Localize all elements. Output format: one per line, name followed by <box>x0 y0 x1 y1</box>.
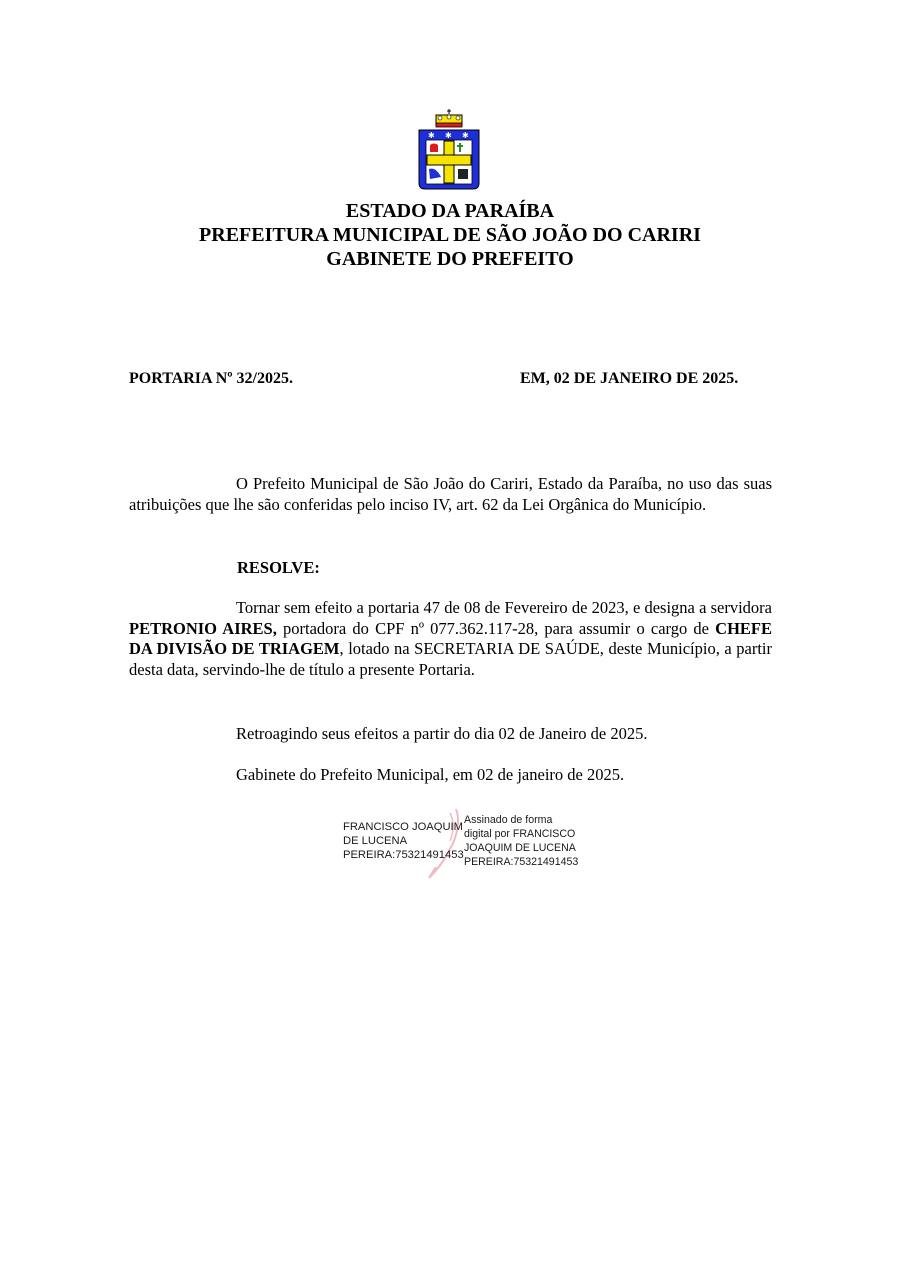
role-title: CHEFE DA DIVISÃO DE TRIAGEM <box>129 618 772 659</box>
retroactive-paragraph: Retroagindo seus efeitos a partir do dia 02 de Janeiro de 2025. <box>236 724 648 743</box>
signature-name-line: DE LUCENA <box>343 835 408 847</box>
portaria-date: EM, 02 DE JANEIRO DE 2025. <box>520 370 739 387</box>
signature-info-line: Assinado de forma <box>464 814 553 826</box>
svg-text:✱: ✱ <box>428 131 435 140</box>
coat-of-arms-icon <box>416 109 482 193</box>
portaria-number: PORTARIA Nº 32/2025. <box>129 370 293 387</box>
employee-name: PETRONIO AIRES, <box>129 618 277 638</box>
resolve-heading: RESOLVE: <box>237 558 320 577</box>
body-paragraph <box>129 598 772 681</box>
signature-info-block <box>464 813 578 869</box>
svg-text:✱: ✱ <box>445 131 452 140</box>
signature-info-line: JOAQUIM DE LUCENA <box>464 842 576 854</box>
signature-name-line: PEREIRA:75321491453 <box>343 849 464 861</box>
header-municipality: PREFEITURA MUNICIPAL DE SÃO JOÃO DO CARIRI <box>199 224 701 246</box>
body-text-part3: , lotado na SECRETARIA DE SAÚDE, deste Município, a partir desta data, servindo-lhe de título a presente Portaria. <box>129 639 772 680</box>
intro-text: O Prefeito Municipal de São João do Cariri, Estado da Paraíba, no uso das suas atribuições que lhe são conferidas pelo inciso IV, art. 62 da Lei Orgânica do Município. <box>129 474 772 514</box>
signature-info-line: PEREIRA:75321491453 <box>464 856 579 868</box>
body-text-part2: portadora do CPF nº 077.362.117-28, para assumir o cargo de <box>276 618 716 638</box>
closing-paragraph: Gabinete do Prefeito Municipal, em 02 de janeiro de 2025. <box>236 765 625 784</box>
body-text-part1: Tornar sem efeito a portaria 47 de 08 de Fevereiro de 2023, e designa a servidora <box>236 598 772 617</box>
intro-paragraph <box>129 474 772 515</box>
svg-text:✱: ✱ <box>462 131 469 140</box>
signature-name-block <box>343 820 464 862</box>
signature-name-line: FRANCISCO JOAQUIM <box>343 821 463 833</box>
signature-info-line: digital por FRANCISCO <box>464 828 576 840</box>
header-state: ESTADO DA PARAÍBA <box>345 200 555 222</box>
header-office: GABINETE DO PREFEITO <box>326 248 574 270</box>
